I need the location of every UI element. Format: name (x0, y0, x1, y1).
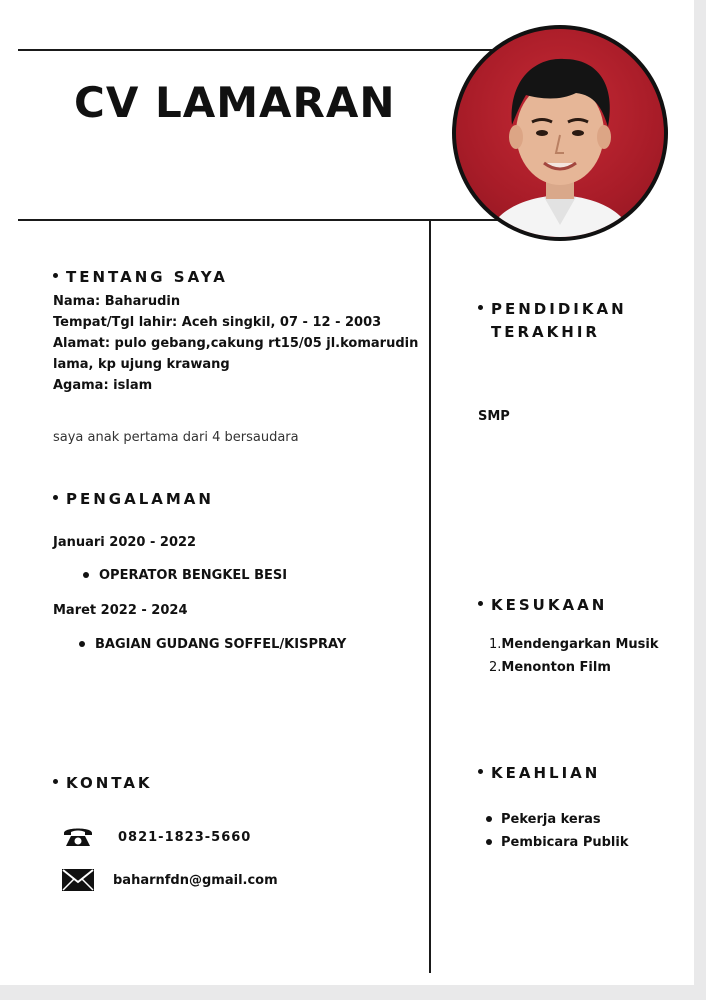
bullet-dot (486, 816, 492, 822)
column-divider (429, 221, 431, 973)
bullet-dot (478, 769, 483, 774)
birth-line: Tempat/Tgl lahir: Aceh singkil, 07 - 12 - 2003 (53, 315, 382, 330)
section-heading-pendidikan (478, 298, 627, 321)
bullet-dot (478, 601, 483, 606)
education-level: SMP (478, 409, 510, 424)
section-heading-keahlian (478, 762, 600, 785)
hobby-text: Menonton Film (501, 660, 611, 675)
skill-item (486, 809, 601, 830)
section-heading-pendidikan-line2: TERAKHIR (491, 323, 600, 341)
hobby-number: 2. (489, 660, 502, 675)
address-line-2: lama, kp ujung krawang (53, 357, 230, 372)
section-heading-kontak-label: KONTAK (66, 774, 153, 792)
bullet-dot (79, 641, 85, 647)
hobby-item (489, 634, 659, 655)
email-address: baharnfdn@gmail.com (113, 873, 278, 888)
section-heading-pendidikan-label: PENDIDIKAN (491, 300, 627, 318)
bullet-dot (83, 572, 89, 578)
section-heading-pengalaman-label: PENGALAMAN (66, 490, 214, 508)
section-heading-keahlian-label: KEAHLIAN (491, 764, 601, 782)
section-heading-kesukaan (478, 594, 607, 617)
bullet-dot (478, 305, 483, 310)
page-title: CV LAMARAN (74, 78, 396, 127)
experience-role-label: BAGIAN GUDANG SOFFEL/KISPRAY (95, 637, 347, 652)
hobby-item (489, 657, 611, 678)
top-divider (18, 49, 498, 51)
section-heading-kontak (53, 772, 153, 795)
section-heading-tentang (53, 266, 228, 289)
bullet-dot (486, 839, 492, 845)
header-divider (18, 219, 498, 221)
section-heading-tentang-label: TENTANG SAYA (66, 268, 228, 286)
skill-item (486, 832, 629, 853)
address-line-1: Alamat: pulo gebang,cakung rt15/05 jl.komarudin (53, 336, 419, 351)
section-heading-pengalaman (53, 488, 214, 511)
bullet-dot (53, 779, 58, 784)
bullet-dot (53, 495, 58, 500)
hobby-number: 1. (489, 637, 502, 652)
section-heading-kesukaan-label: KESUKAAN (491, 596, 608, 614)
religion-line: Agama: islam (53, 378, 153, 393)
bullet-dot (53, 273, 58, 278)
name-line: Nama: Baharudin (53, 294, 181, 309)
experience-period: Januari 2020 - 2022 (53, 535, 197, 550)
profile-photo (452, 25, 668, 241)
about-note: saya anak pertama dari 4 bersaudara (53, 430, 299, 445)
experience-role (83, 565, 287, 586)
skill-text: Pembicara Publik (501, 835, 629, 850)
experience-role (79, 634, 346, 655)
hobby-text: Mendengarkan Musik (501, 637, 659, 652)
experience-role-label: OPERATOR BENGKEL BESI (99, 568, 288, 583)
skill-text: Pekerja keras (501, 812, 601, 827)
telephone-icon (62, 824, 94, 852)
phone-number: 0821-1823-5660 (118, 830, 252, 845)
experience-period: Maret 2022 - 2024 (53, 603, 188, 618)
envelope-icon (62, 869, 94, 895)
